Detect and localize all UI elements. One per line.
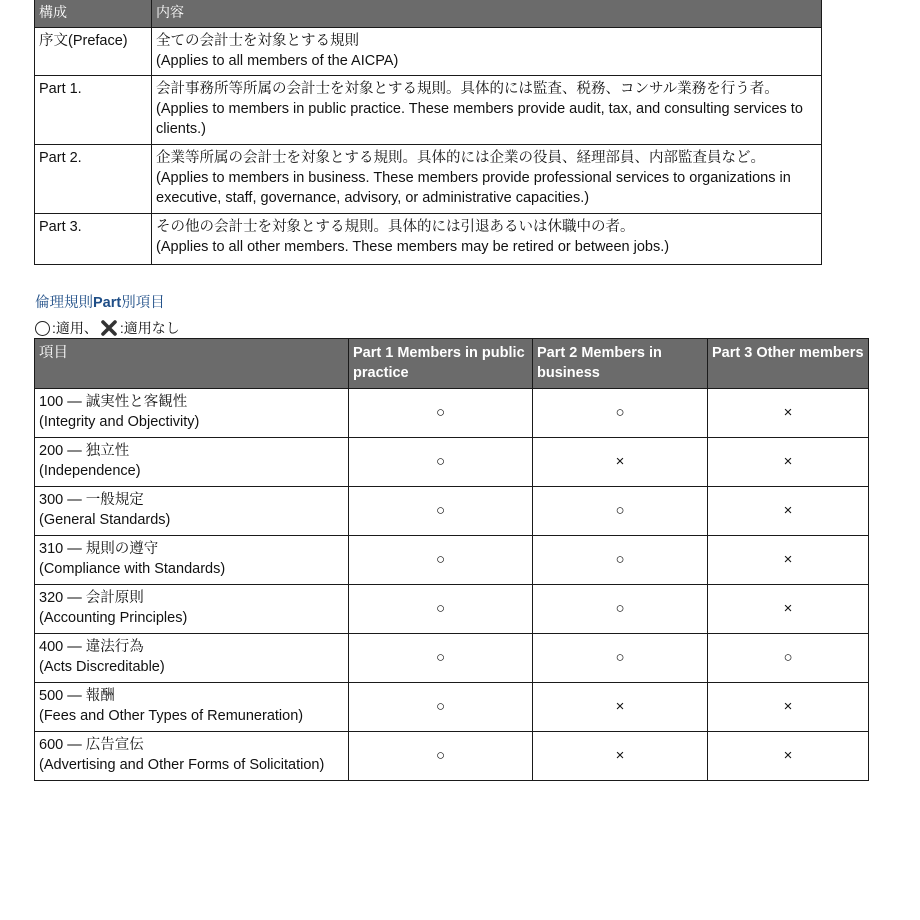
applicability-mark: × bbox=[615, 698, 625, 715]
applicability-mark: ○ bbox=[615, 551, 625, 568]
applicability-mark: ○ bbox=[783, 649, 793, 666]
rule-item-en: (Advertising and Other Forms of Solicitation) bbox=[39, 757, 325, 773]
applicability-cell-p2 bbox=[533, 683, 708, 732]
row-content bbox=[152, 28, 822, 76]
applicability-cell-p2 bbox=[533, 536, 708, 585]
table-row bbox=[35, 487, 869, 536]
rule-item-en: (Independence) bbox=[39, 463, 141, 479]
applicability-mark: ○ bbox=[435, 404, 446, 421]
rule-item-en: (Accounting Principles) bbox=[39, 610, 188, 626]
applicability-mark: ○ bbox=[435, 453, 446, 470]
rule-item-en: (Acts Discreditable) bbox=[39, 659, 165, 675]
rule-item bbox=[35, 585, 349, 634]
table-row bbox=[35, 389, 869, 438]
heavy-cross-icon bbox=[100, 319, 118, 337]
rule-item-jp: 300 — 一般規定 bbox=[39, 492, 144, 508]
section-title-bold: Part bbox=[93, 295, 122, 311]
row-key: Part 3. bbox=[35, 214, 152, 265]
applicability-mark: ○ bbox=[615, 649, 625, 666]
rule-item bbox=[35, 389, 349, 438]
table-row bbox=[35, 683, 869, 732]
row-content-jp: 企業等所属の会計士を対象とする規則。具体的には企業の役員、経理部員、内部監査員など。 bbox=[156, 150, 765, 166]
legend-not-label: :適用なし bbox=[119, 320, 180, 336]
applicability-cell-p1 bbox=[349, 487, 533, 536]
header-part2: Part 2 Members in business bbox=[533, 339, 708, 389]
applicability-mark: ○ bbox=[435, 649, 446, 666]
applicability-mark: ○ bbox=[435, 502, 446, 519]
header-content: 内容 bbox=[152, 0, 822, 28]
rules-matrix-table bbox=[34, 338, 869, 781]
table-row bbox=[35, 214, 822, 265]
rule-item-en: (General Standards) bbox=[39, 512, 171, 528]
row-key: Part 1. bbox=[35, 76, 152, 145]
rule-item-jp: 400 — 違法行為 bbox=[39, 639, 144, 655]
table-row bbox=[35, 76, 822, 145]
row-key: 序文(Preface) bbox=[35, 28, 152, 76]
applicability-cell-p3 bbox=[708, 634, 869, 683]
applicability-cell-p3 bbox=[708, 585, 869, 634]
applicability-mark: ○ bbox=[615, 404, 625, 421]
table-row bbox=[35, 732, 869, 781]
legend bbox=[35, 318, 180, 338]
applicability-mark: ○ bbox=[435, 551, 446, 568]
table-row bbox=[35, 634, 869, 683]
row-content-jp: その他の会計士を対象とする規則。具体的には引退あるいは休職中の者。 bbox=[156, 219, 635, 235]
section-title-post: 別項目 bbox=[121, 295, 165, 311]
row-content bbox=[152, 214, 822, 265]
applicability-cell-p3 bbox=[708, 536, 869, 585]
rule-item bbox=[35, 732, 349, 781]
row-content-en: (Applies to all members of the AICPA) bbox=[156, 53, 399, 69]
row-content bbox=[152, 76, 822, 145]
applicability-mark: × bbox=[783, 551, 793, 568]
row-content-en: (Applies to all other members. These members may be retired or between jobs.) bbox=[156, 239, 670, 255]
applicability-cell-p3 bbox=[708, 732, 869, 781]
applicability-mark: × bbox=[783, 698, 793, 715]
applicability-mark: ○ bbox=[435, 698, 446, 715]
applicability-cell-p2 bbox=[533, 438, 708, 487]
rule-item-en: (Integrity and Objectivity) bbox=[39, 414, 200, 430]
applicability-cell-p3 bbox=[708, 487, 869, 536]
header-part3: Part 3 Other members bbox=[708, 339, 869, 389]
applicability-cell-p2 bbox=[533, 487, 708, 536]
composition-table bbox=[34, 0, 822, 265]
applicability-mark: × bbox=[783, 600, 793, 617]
rule-item-jp: 500 — 報酬 bbox=[39, 688, 115, 704]
applicability-mark: × bbox=[783, 404, 793, 421]
applicability-mark: × bbox=[615, 747, 625, 764]
table-row bbox=[35, 585, 869, 634]
applicability-cell-p3 bbox=[708, 438, 869, 487]
applicability-cell-p1 bbox=[349, 683, 533, 732]
table-header-row bbox=[35, 0, 822, 28]
applicability-cell-p2 bbox=[533, 732, 708, 781]
table-header-row bbox=[35, 339, 869, 389]
applicability-cell-p2 bbox=[533, 634, 708, 683]
applicability-cell-p1 bbox=[349, 634, 533, 683]
applicability-mark: × bbox=[783, 453, 793, 470]
table-row bbox=[35, 28, 822, 76]
rule-item-jp: 320 — 会計原則 bbox=[39, 590, 144, 606]
rule-item bbox=[35, 634, 349, 683]
applicability-mark: × bbox=[783, 502, 793, 519]
rule-item-en: (Fees and Other Types of Remuneration) bbox=[39, 708, 304, 724]
table-row bbox=[35, 536, 869, 585]
rule-item bbox=[35, 438, 349, 487]
rule-item bbox=[35, 487, 349, 536]
row-content-jp: 会計事務所等所属の会計士を対象とする規則。具体的には監査、税務、コンサル業務を行う者。 bbox=[156, 81, 779, 97]
section-title bbox=[35, 291, 165, 312]
applicability-cell-p2 bbox=[533, 585, 708, 634]
rule-item-jp: 100 — 誠実性と客観性 bbox=[39, 394, 188, 410]
row-key: Part 2. bbox=[35, 145, 152, 214]
applicability-cell-p3 bbox=[708, 683, 869, 732]
applicability-mark: ○ bbox=[615, 502, 625, 519]
row-content-en: (Applies to members in business. These members provide professional services to organizations in executive, staff, governance, advisory, or administrative capacities.) bbox=[156, 170, 791, 206]
applicability-cell-p1 bbox=[349, 389, 533, 438]
circle-icon bbox=[35, 321, 50, 336]
section-title-pre: 倫理規則 bbox=[35, 295, 93, 311]
applicability-cell-p3 bbox=[708, 389, 869, 438]
applicability-mark: × bbox=[783, 747, 793, 764]
table-row bbox=[35, 145, 822, 214]
rule-item bbox=[35, 536, 349, 585]
legend-applies-label: :適用、 bbox=[52, 320, 98, 336]
applicability-cell-p1 bbox=[349, 438, 533, 487]
header-part1: Part 1 Members in public practice bbox=[349, 339, 533, 389]
applicability-mark: ○ bbox=[615, 600, 625, 617]
applicability-mark: ○ bbox=[435, 600, 446, 617]
rule-item-jp: 200 — 独立性 bbox=[39, 443, 130, 459]
applicability-cell-p1 bbox=[349, 585, 533, 634]
rule-item-en: (Compliance with Standards) bbox=[39, 561, 226, 577]
header-composition: 構成 bbox=[35, 0, 152, 28]
rule-item bbox=[35, 683, 349, 732]
header-item: 項目 bbox=[35, 339, 349, 389]
applicability-mark: × bbox=[615, 453, 625, 470]
applicability-cell-p1 bbox=[349, 732, 533, 781]
table-row bbox=[35, 438, 869, 487]
rule-item-jp: 600 — 広告宣伝 bbox=[39, 737, 144, 753]
applicability-cell-p1 bbox=[349, 536, 533, 585]
rule-item-jp: 310 — 規則の遵守 bbox=[39, 541, 159, 557]
row-content bbox=[152, 145, 822, 214]
row-content-jp: 全ての会計士を対象とする規則 bbox=[156, 33, 359, 49]
row-content-en: (Applies to members in public practice. These members provide audit, tax, and consulting services to clients.) bbox=[156, 101, 803, 137]
applicability-cell-p2 bbox=[533, 389, 708, 438]
applicability-mark: ○ bbox=[435, 747, 446, 764]
